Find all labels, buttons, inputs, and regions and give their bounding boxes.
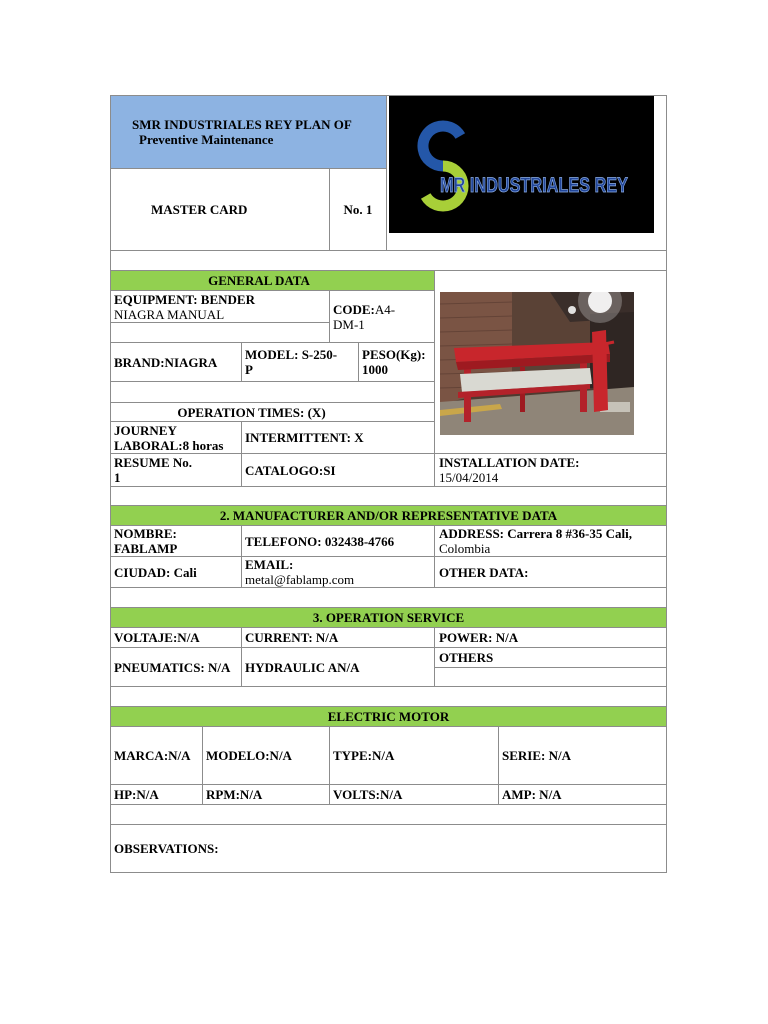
resume-cell xyxy=(110,453,242,487)
spacer-cell xyxy=(110,322,330,343)
company-logo xyxy=(389,96,654,233)
others-label: OTHERS xyxy=(439,650,494,665)
name-cell xyxy=(110,525,242,557)
equipment-photo xyxy=(440,292,634,435)
voltage-text: VOLTAJE:N/A xyxy=(114,630,200,645)
address-label: ADDRESS: xyxy=(439,526,505,541)
operation-times-cell xyxy=(110,402,435,422)
motor-amp-cell xyxy=(498,784,667,805)
resume-label: RESUME No. xyxy=(114,455,193,470)
weight-value: 1000 xyxy=(362,362,388,377)
pneumatics-cell xyxy=(110,647,242,687)
equipment-cell xyxy=(110,290,330,323)
motor-brand-cell xyxy=(110,726,203,785)
motor-model-text: MODELO:N/A xyxy=(206,748,292,763)
motor-hp-cell xyxy=(110,784,203,805)
installation-cell xyxy=(434,453,667,487)
electric-motor-heading xyxy=(110,706,667,727)
spacer-row xyxy=(110,804,667,825)
model-cell xyxy=(241,342,359,382)
email-cell xyxy=(241,556,435,588)
journey-text: JOURNEY LABORAL:8 horas xyxy=(114,422,224,453)
power-text: POWER: N/A xyxy=(439,630,519,645)
spacer-row xyxy=(110,381,435,403)
manufacturer-heading-text: 2. MANUFACTURER AND/OR REPRESENTATIVE DATA xyxy=(219,508,558,523)
master-card-cell xyxy=(110,168,330,251)
installation-date: 15/04/2014 xyxy=(439,470,499,485)
motor-volts-cell xyxy=(329,784,499,805)
operation-service-heading xyxy=(110,607,667,628)
motor-hp-text: HP:N/A xyxy=(114,787,159,802)
general-data-heading-text: GENERAL DATA xyxy=(208,273,310,288)
catalog-text: CATALOGO:SI xyxy=(245,462,336,478)
model-text: MODEL: S-250-P xyxy=(245,347,338,377)
card-number: No. 1 xyxy=(343,202,373,217)
voltage-cell xyxy=(110,627,242,648)
hydraulic-text: HYDRAULIC AN/A xyxy=(245,659,360,675)
brand-text: BRAND:NIAGRA xyxy=(114,354,218,370)
spacer-row xyxy=(110,486,667,506)
catalog-cell xyxy=(241,453,435,487)
motor-rpm-cell xyxy=(202,784,330,805)
motor-serial-cell xyxy=(498,726,667,785)
observations-label: OBSERVATIONS: xyxy=(114,841,219,856)
current-text: CURRENT: N/A xyxy=(245,630,339,645)
email-value: metal@fablamp.com xyxy=(245,572,355,587)
resume-value: 1 xyxy=(114,470,121,485)
manufacturer-heading xyxy=(110,505,667,526)
logo-text: MR INDUSTRIALES REY xyxy=(440,174,628,197)
installation-label: INSTALLATION DATE: xyxy=(439,455,580,470)
motor-type-cell xyxy=(329,726,499,785)
equipment-label: EQUIPMENT: BENDER xyxy=(114,291,255,307)
title-line-2: Preventive Maintenance xyxy=(139,132,274,147)
current-cell xyxy=(241,627,435,648)
weight-cell xyxy=(358,342,435,382)
operation-times-text: OPERATION TIMES: (X) xyxy=(177,404,326,420)
general-data-heading xyxy=(110,270,435,291)
address-cell xyxy=(434,525,667,557)
city-text: CIUDAD: Cali xyxy=(114,564,197,580)
weight-label: PESO(Kg): xyxy=(362,347,426,362)
title-line-1: SMR INDUSTRIALES REY PLAN OF xyxy=(132,117,352,132)
spacer-row xyxy=(110,587,667,608)
electric-motor-heading-text: ELECTRIC MOTOR xyxy=(327,709,450,724)
phone-cell xyxy=(241,525,435,557)
other-data-cell xyxy=(434,556,667,588)
code-cell xyxy=(329,290,435,343)
hydraulic-cell xyxy=(241,647,435,687)
motor-amp-text: AMP: N/A xyxy=(502,787,562,802)
spacer-row xyxy=(110,250,667,271)
intermittent-cell xyxy=(241,421,435,454)
address-value: Carrera 8 #36-35 Cali, Colombia xyxy=(439,526,632,556)
power-cell xyxy=(434,627,667,648)
operation-service-heading-text: 3. OPERATION SERVICE xyxy=(312,610,465,625)
observations-cell xyxy=(110,824,667,873)
email-label: EMAIL: xyxy=(245,557,294,572)
brand-cell xyxy=(110,342,242,382)
card-number-cell xyxy=(329,168,387,251)
intermittent-text: INTERMITTENT: X xyxy=(245,430,364,445)
journey-cell xyxy=(110,421,242,454)
motor-serial-text: SERIE: N/A xyxy=(502,748,571,763)
motor-model-cell xyxy=(202,726,330,785)
city-cell xyxy=(110,556,242,588)
motor-type-text: TYPE:N/A xyxy=(333,748,395,763)
motor-brand-text: MARCA:N/A xyxy=(114,748,191,763)
code-label: CODE: xyxy=(333,301,375,317)
motor-rpm-text: RPM:N/A xyxy=(206,787,263,802)
other-data-label: OTHER DATA: xyxy=(439,564,529,580)
master-card-label: MASTER CARD xyxy=(151,202,248,217)
spacer-row xyxy=(110,686,667,707)
title-cell xyxy=(110,95,387,169)
motor-volts-text: VOLTS:N/A xyxy=(333,787,403,802)
others-value-cell xyxy=(434,667,667,687)
pneumatics-text: PNEUMATICS: N/A xyxy=(114,659,231,675)
name-value: FABLAMP xyxy=(114,541,178,556)
name-label: NOMBRE: xyxy=(114,526,177,541)
others-cell xyxy=(434,647,667,668)
phone-text: TELEFONO: 032438-4766 xyxy=(245,533,395,549)
code-value: A4-DM-1 xyxy=(333,301,396,332)
equipment-value: NIAGRA MANUAL xyxy=(114,306,225,322)
